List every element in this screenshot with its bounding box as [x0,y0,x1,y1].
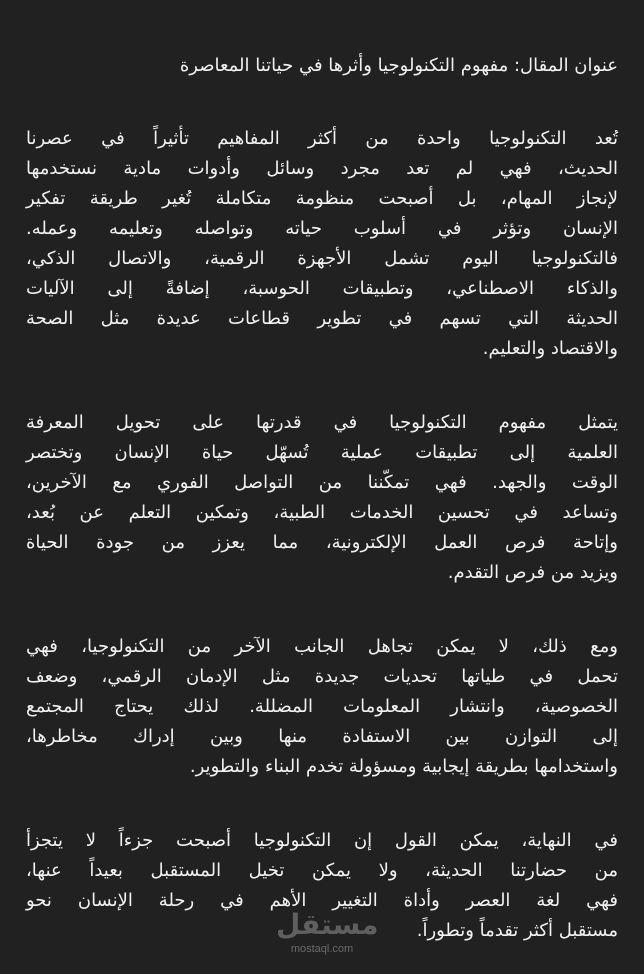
text-line: من حضارتنا الحديثة، ولا يمكن تخيل المستقبل بعيداً عنها، [26,860,618,881]
paragraph-1 [26,124,618,364]
text-line: الإنسان وتؤثر في أسلوب حياته وتواصله وتعليمه وعمله. [26,218,618,239]
text-line: والاقتصاد والتعليم. [482,338,618,359]
text-line: تُعد التكنولوجيا واحدة من أكثر المفاهيم تأثيراً في عصرنا [26,128,618,149]
watermark-url: mostaql.com [290,943,354,955]
text-line: الخصوصية، وانتشار المعلومات المضللة. لذلك يحتاج المجتمع [26,696,618,717]
text-line: وتساعد في تحسين الخدمات الطبية، وتمكين التعلم عن بُعد، [26,502,618,523]
article-title: عنوان المقال: مفهوم التكنولوجيا وأثرها في حياتنا المعاصرة [179,55,618,76]
text-line: في النهاية، يمكن القول إن التكنولوجيا أصبحت جزءاً لا يتجزأ [26,830,618,851]
text-line: فالتكنولوجيا اليوم تشمل الأجهزة الرقمية، والاتصال الذكي، [26,248,618,269]
text-line: تحمل في طياتها تحديات جديدة مثل الإدمان الرقمي، وضعف [26,666,618,687]
paragraph-2 [26,408,618,588]
text-line: فهي لغة العصر وأداة التغيير الأهم في رحلة الإنسان نحو [26,890,618,911]
text-line: والذكاء الاصطناعي، وتطبيقات الحوسبة، إضافةً إلى الآليات [26,278,618,299]
text-line: الحديث، فهي لم تعد مجرد وسائل وأدوات مادية نستخدمها [26,158,618,179]
text-line: وإتاحة فرص العمل الإلكترونية، مما يعزز من جودة الحياة [26,532,618,553]
text-line: ومع ذلك، لا يمكن تجاهل الجانب الآخر من التكنولوجيا، فهي [26,636,618,657]
text-line: العلمية إلى تطبيقات عملية تُسهّل حياة الإنسان وتختصر [26,442,618,463]
text-line: واستخدامها بطريقة إيجابية ومسؤولة تخدم البناء والتطوير. [189,756,618,777]
text-line: ويزيد من فرص التقدم. [447,562,618,583]
paragraph-3 [26,632,618,782]
text-line: مستقبل أكثر تقدماً وتطوراً. [416,920,618,941]
paragraph-4 [26,826,618,946]
text-line: إلى التوازن بين الاستفادة منها وبين إدراك مخاطرها، [26,726,618,747]
watermark-brand: مستقل [276,908,379,941]
text-line: الحديثة التي تسهم في تطوير قطاعات عديدة مثل الصحة [26,308,618,329]
text-line: يتمثل مفهوم التكنولوجيا في قدرتها على تحويل المعرفة [26,412,618,433]
text-line: الوقت والجهد. فهي تمكّننا من التواصل الفوري مع الآخرين، [26,472,618,493]
text-line: لإنجاز المهام، بل أصبحت منظومة متكاملة تُغير طريقة تفكير [26,188,618,209]
